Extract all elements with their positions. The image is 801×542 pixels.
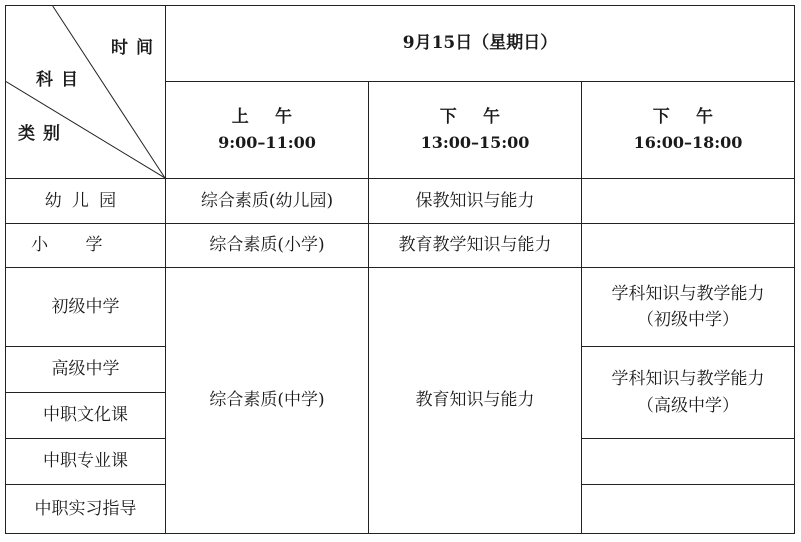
corner-label-time: 时间 [111,38,161,58]
subject-line: （初级中学） [637,310,739,330]
session-afternoon-2 [582,82,795,179]
corner-label-subject: 科目 [36,70,86,90]
diagonal-lines [6,6,165,178]
category-kindergarten: 幼儿园 [6,179,166,224]
exam-date: 9月15日（星期日） [166,6,795,82]
table-row [6,224,795,268]
category-vocational-culture: 中职文化课 [6,393,166,439]
corner-diagonal-header [6,6,166,179]
empty-cell [582,439,795,485]
subject-cell-middle-general: 综合素质(中学) [166,268,369,534]
subject-cell-junior-discipline [582,268,795,347]
session-time: 16:00–18:00 [633,132,743,152]
subject-cell: 教育教学知识与能力 [369,224,582,268]
session-label: 下 午 [439,107,511,128]
subject-line: 学科知识与教学能力 [611,283,765,304]
category-primary: 小学 [6,224,166,268]
category-vocational-intern: 中职实习指导 [6,485,166,534]
header-date-row [6,6,795,82]
subject-cell-middle-education: 教育知识与能力 [369,268,582,534]
corner-label-category: 类别 [18,124,68,144]
empty-cell [582,224,795,268]
session-time: 13:00–15:00 [420,132,530,152]
subject-cell: 保教知识与能力 [369,179,582,224]
category-vocational-major: 中职专业课 [6,439,166,485]
session-afternoon-1 [369,82,582,179]
subject-cell-senior-discipline [582,347,795,439]
table-row [6,179,795,224]
exam-schedule [5,5,795,534]
table-row [6,268,795,347]
session-time: 9:00–11:00 [218,132,316,152]
empty-cell [582,179,795,224]
subject-cell: 综合素质(幼儿园) [166,179,369,224]
subject-cell: 综合素质(小学) [166,224,369,268]
subject-line: 学科知识与教学能力 [611,369,765,390]
category-senior: 高级中学 [6,347,166,393]
session-label: 下 午 [652,107,724,128]
subject-line: （高级中学） [637,395,739,416]
session-morning [166,82,369,179]
session-label: 上 午 [231,107,303,128]
exam-schedule-table [5,5,795,534]
empty-cell [582,485,795,534]
category-junior: 初级中学 [6,268,166,347]
